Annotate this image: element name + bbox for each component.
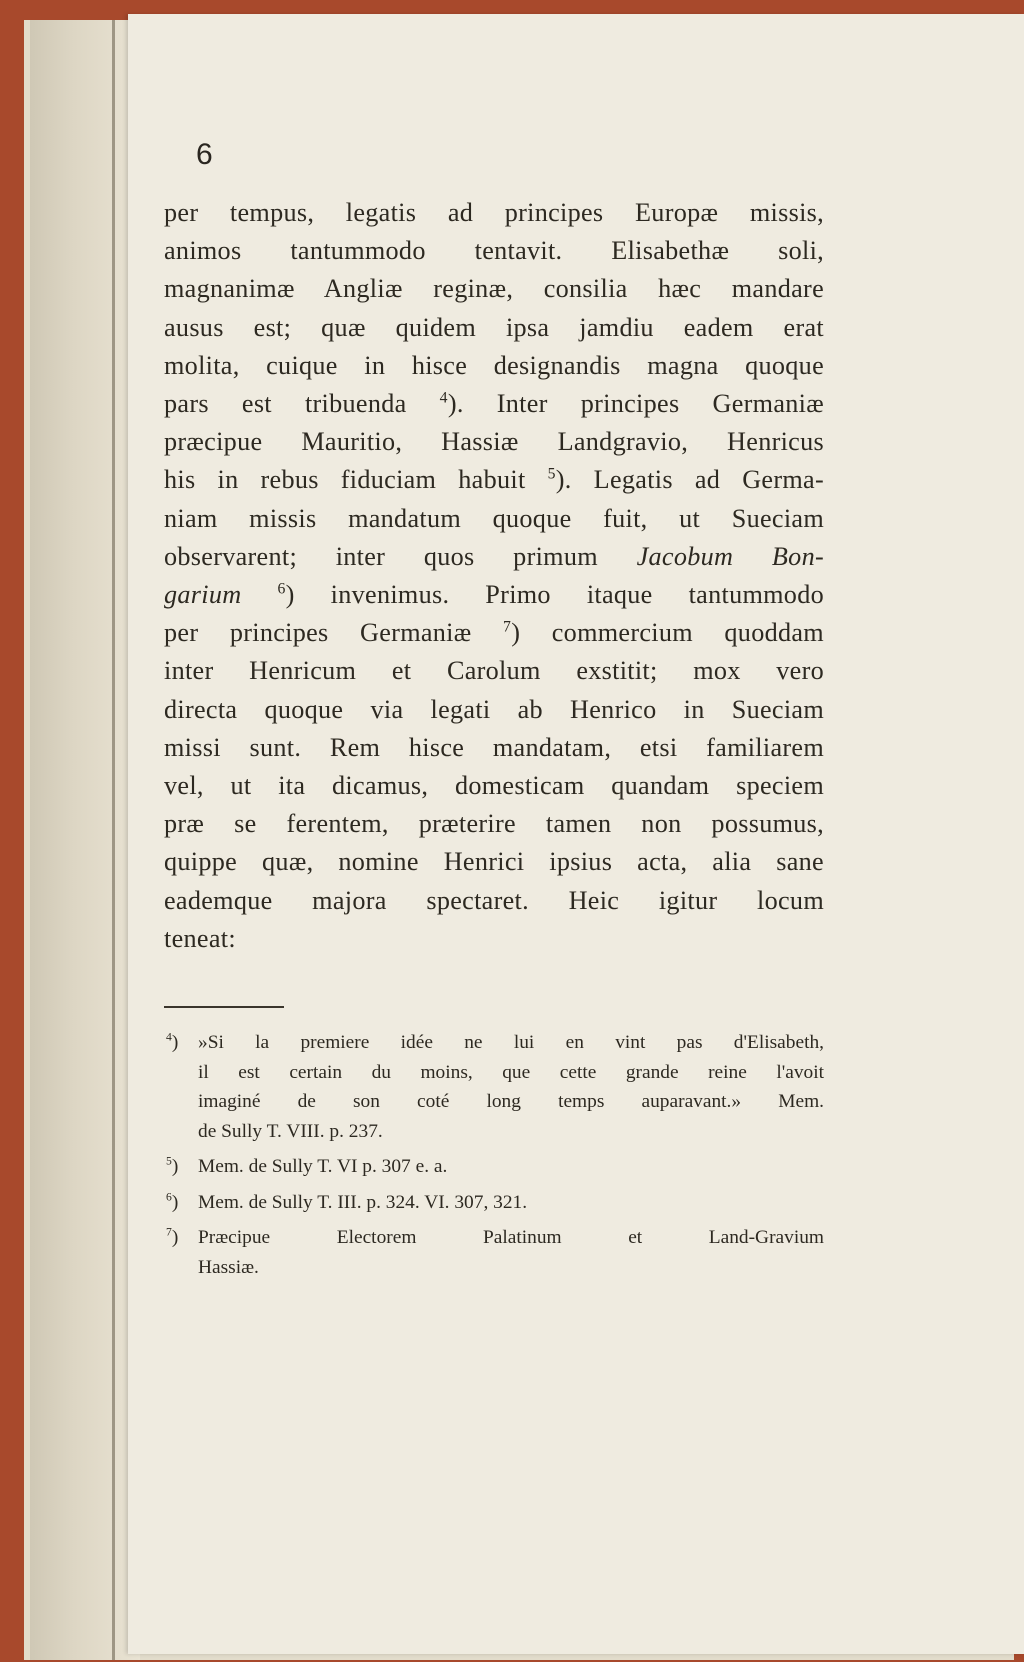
page-number: 6 xyxy=(196,138,213,171)
footnote-7: $^7$) Præcipue Electorem Palatinum et Land-Gravium Hassiæ. xyxy=(164,1223,824,1282)
text-line: inter Henricum et Carolum exstitit; mox vero xyxy=(164,656,824,686)
footnote-marker: 6 xyxy=(166,1190,172,1204)
text-line: animos tantummodo tentavit. Elisabethæ soli, xyxy=(164,236,824,266)
footnote-line: Hassiæ. xyxy=(198,1256,259,1278)
footnote-line: de Sully T. VIII. p. 237. xyxy=(198,1120,383,1142)
text-line: niam missis mandatum quoque fuit, ut Sueciam xyxy=(164,503,824,533)
footnote-line: Præcipue Electorem Palatinum et Land-Gravium xyxy=(198,1227,824,1248)
text-line: per tempus, legatis ad principes Europæ missis, xyxy=(164,198,824,227)
text-line: teneat: xyxy=(164,923,236,953)
footnote-ref: 6 xyxy=(277,580,286,598)
text-line: missi sunt. Rem hisce mandatam, etsi familiarem xyxy=(164,732,824,762)
text-line: vel, ut ita dicamus, domesticam quandam speciem xyxy=(164,771,824,801)
text-line: præ se ferentem, præterire tamen non possumus, xyxy=(164,809,824,839)
footnote-ref: 7 xyxy=(503,618,512,636)
footnote-marker: 5 xyxy=(166,1154,172,1168)
text-line: ausus est; quæ quidem ipsa jamdiu eadem erat xyxy=(164,312,824,342)
footnote-separator xyxy=(164,1006,284,1008)
text-line: molita, cuique in hisce designandis magna quoque xyxy=(164,350,824,380)
text-line: garium $^6$) invenimus. Primo itaque tantummodo xyxy=(164,580,824,610)
footnote-4: $^4$) »Si la premiere idée ne lui en vint pas d'Elisabeth, il est certain du moins, que cette grande reine l'avoit imaginé de son coté long temps auparavant.» Mem. de Sully T. VIII. p. 237. xyxy=(164,1028,824,1146)
main-text xyxy=(164,194,824,958)
spine-edge xyxy=(112,20,115,1660)
footnotes xyxy=(164,1028,824,1282)
footnote-5: $^5$) Mem. de Sully T. VI p. 307 e. a. xyxy=(164,1152,824,1182)
text-line: eademque majora spectaret. Heic igitur locum xyxy=(164,885,824,915)
footnote-marker: 7 xyxy=(166,1225,172,1239)
text-line: quippe quæ, nomine Henrici ipsius acta, alia sane xyxy=(164,847,824,877)
text-line: his in rebus fiduciam habuit $^5$). Legatis ad Germa- xyxy=(164,465,824,495)
footnote-line: il est certain du moins, que cette grande reine l'avoit xyxy=(198,1061,824,1083)
text-line: pars est tribuenda $^4$). Inter principes Germaniæ xyxy=(164,389,824,419)
footnote-line: Mem. de Sully T. III. p. 324. VI. 307, 321. xyxy=(198,1191,528,1213)
text-line: per principes Germaniæ $^7$) commercium quoddam xyxy=(164,618,824,648)
footnote-6: $^6$) Mem. de Sully T. III. p. 324. VI. 307, 321. xyxy=(164,1188,824,1218)
footnote-marker: 4 xyxy=(166,1030,172,1044)
footnote-line: »Si la premiere idée ne lui en vint pas d'Elisabeth, xyxy=(198,1032,824,1053)
text-line: magnanimæ Angliæ reginæ, consilia hæc mandare xyxy=(164,274,824,304)
footnote-ref: 4 xyxy=(439,389,448,407)
footnote-line: Mem. de Sully T. VI p. 307 e. a. xyxy=(198,1156,448,1177)
footnote-line: imaginé de son coté long temps auparavant.» Mem. xyxy=(198,1091,824,1112)
footnote-ref: 5 xyxy=(547,465,556,483)
text-line: directa quoque via legati ab Henrico in Sueciam xyxy=(164,694,824,724)
text-line: præcipue Mauritio, Hassiæ Landgravio, Henricus xyxy=(164,427,824,457)
book-spine xyxy=(30,20,140,1660)
text-line: observarent; inter quos primum Jacobum Bon- xyxy=(164,541,824,571)
